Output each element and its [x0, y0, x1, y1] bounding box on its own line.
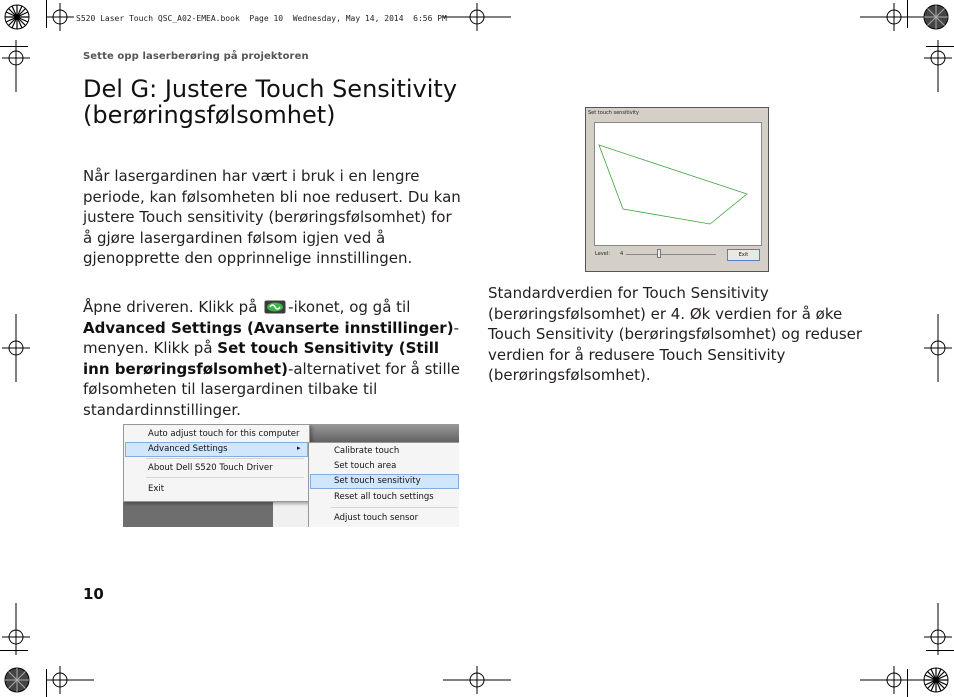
crosshair-icon [860, 3, 928, 31]
sensitivity-polygon [595, 123, 761, 245]
menu-item-advanced-settings[interactable]: Advanced Settings [148, 444, 228, 454]
level-slider-thumb[interactable] [657, 249, 661, 258]
crosshair-icon [2, 314, 30, 382]
submenu-item-calibrate[interactable]: Calibrate touch [334, 446, 400, 456]
section-title: Del G: Justere Touch Sensitivity (berøringsfølsomhet) [83, 75, 458, 129]
driver-context-menu [123, 424, 310, 502]
crosshair-icon [46, 3, 74, 31]
intro-paragraph: Når lasergardinen har vært i bruk i en lengre periode, kan følsomheten bli noe redusert. Du kan justere Touch sensitivity (berøringsfølsomhet) for å gjøre lasergardinen følsom igjen ved å gjenopprette den opprinnelige innstillingen. [83, 167, 461, 267]
default-value-paragraph: Standardverdien for Touch Sensitivity (berøringsfølsomhet) er 4. Øk verdien for å øke Touch Sensitivity (berøringsfølsomhet) og reduser verdien for å redusere Touch Sensitivity (berøringsfølsomhet). [488, 284, 863, 384]
crosshair-icon [860, 666, 928, 694]
crosshair-icon [46, 666, 94, 694]
touch-sensitivity-dialog [585, 107, 769, 272]
menu-item-about[interactable]: About Dell S520 Touch Driver [148, 463, 273, 473]
page-number: 10 [83, 585, 104, 603]
level-label: Level: [595, 251, 610, 257]
crosshair-icon [924, 40, 952, 92]
crosshair-icon [924, 603, 952, 655]
exit-button[interactable]: Exit [727, 249, 760, 261]
print-header: S520 Laser Touch QSC_A02-EMEA.book Page 10 Wednesday, May 14, 2014 6:56 PM [76, 14, 447, 23]
crosshair-icon [443, 666, 511, 694]
star-target-icon [924, 668, 948, 692]
instruction-paragraph: Åpne driveren. Klikk på -ikonet, og gå til Advanced Settings (Avanserte innstillinger)-menyen. Klikk på Set touch Sensitivity (Still inn berøringsfølsomhet)-alternativet for å stille følsomheten til lasergardinen tilbake til standardinnstillinger. [83, 298, 461, 419]
crosshair-icon [924, 314, 952, 382]
touch-driver-icon [264, 300, 286, 314]
crosshair-icon [443, 3, 511, 31]
star-target-icon [924, 5, 948, 29]
menu-item-exit[interactable]: Exit [148, 484, 165, 494]
level-value: 4 [620, 251, 624, 257]
sensitivity-canvas [594, 122, 762, 246]
context-menu-screenshot [123, 424, 459, 527]
star-target-icon [5, 5, 29, 29]
submenu-arrow-icon: ▸ [297, 444, 301, 452]
dialog-title: Set touch sensitivity [588, 110, 639, 116]
submenu-item-touch-sensitivity[interactable]: Set touch sensitivity [334, 476, 421, 486]
running-head: Sette opp laserberøring på projektoren [83, 51, 309, 62]
submenu-item-reset[interactable]: Reset all touch settings [334, 492, 434, 502]
submenu-item-adjust-sensor[interactable]: Adjust touch sensor [334, 513, 419, 523]
level-slider-track[interactable] [626, 254, 716, 255]
crosshair-icon [2, 603, 30, 655]
submenu-item-touch-area[interactable]: Set touch area [334, 461, 397, 471]
menu-item-auto-adjust[interactable]: Auto adjust touch for this computer [148, 429, 300, 439]
crosshair-icon [2, 40, 30, 92]
advanced-settings-submenu [308, 442, 459, 527]
star-target-icon [5, 668, 29, 692]
